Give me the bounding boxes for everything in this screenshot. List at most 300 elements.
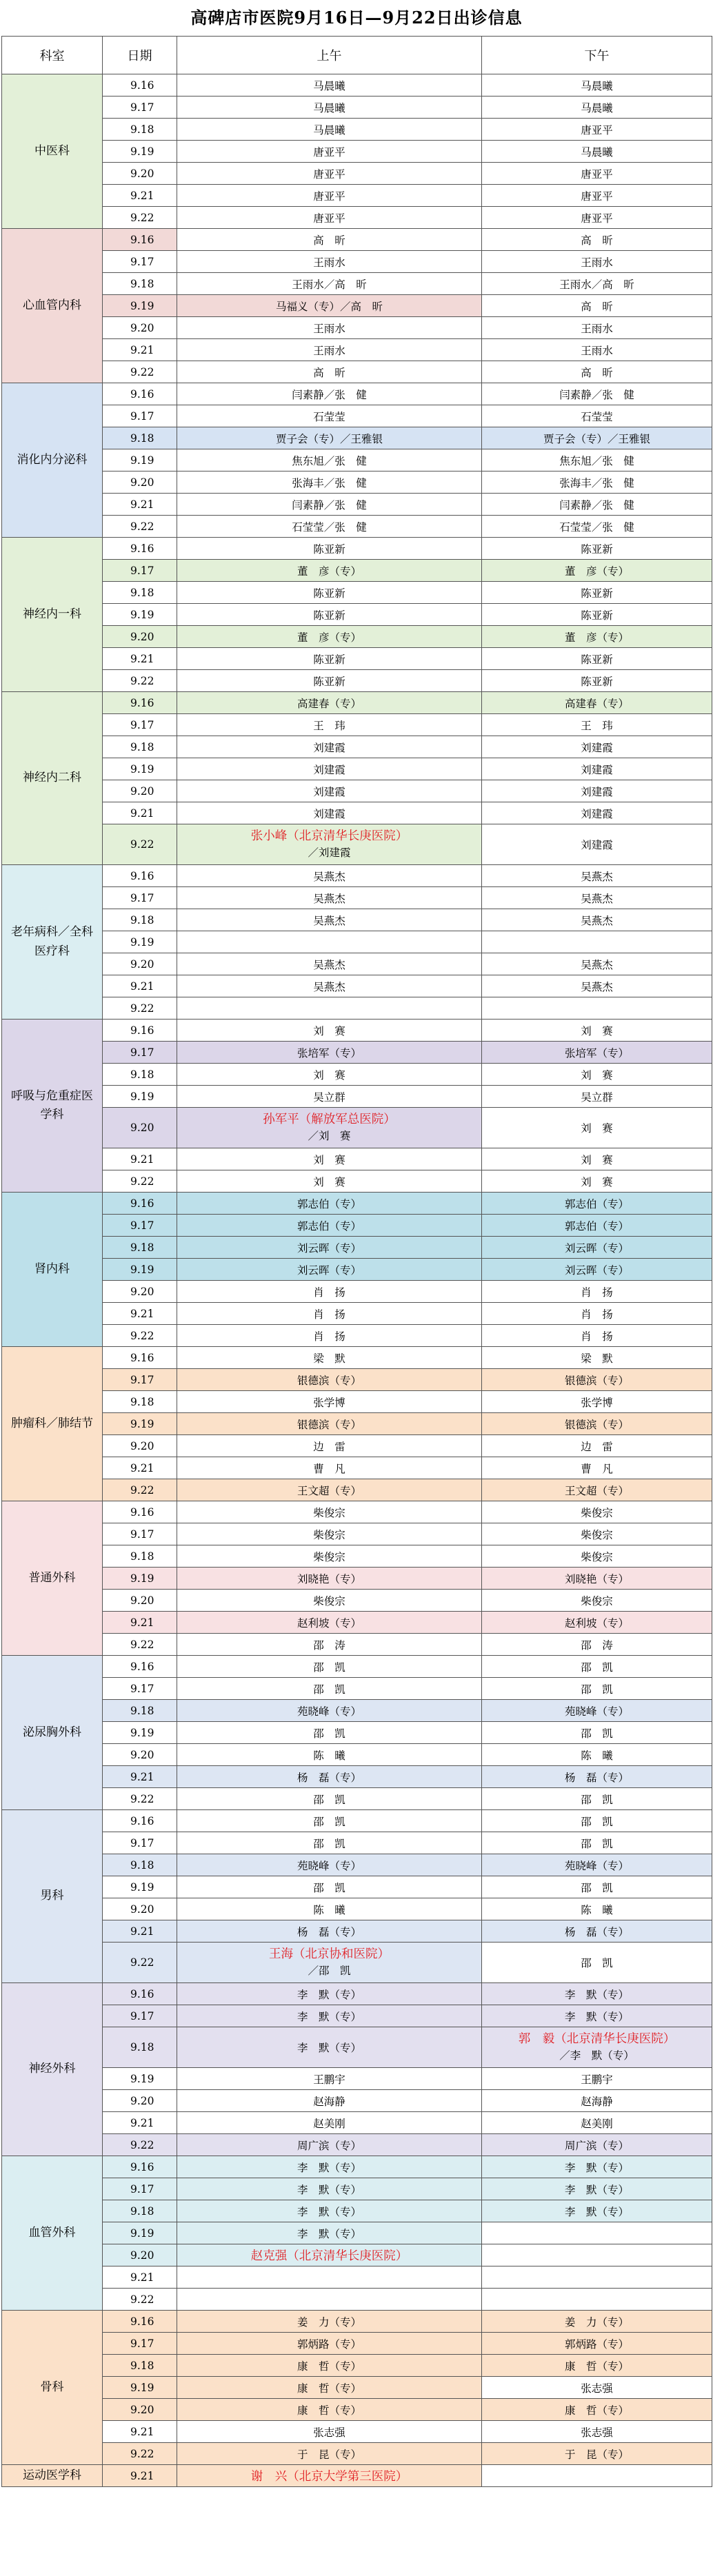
column-header-afternoon: 下午 (482, 37, 712, 74)
afternoon-cell (482, 1457, 712, 1479)
morning-cell (177, 1215, 482, 1237)
afternoon-cell (482, 471, 712, 494)
doctor-name: 吴燕杰 (313, 892, 345, 905)
doctor-name: 马福义（专）／高 昕 (275, 300, 383, 313)
table-row (2, 2090, 712, 2112)
doctor-name: 唐亚平 (581, 212, 613, 225)
morning-cell (177, 1303, 482, 1325)
morning-cell (177, 2355, 482, 2377)
morning-cell (177, 251, 482, 273)
date-cell: 9.17 (103, 1832, 177, 1854)
morning-cell (177, 1722, 482, 1744)
date-cell: 9.16 (103, 1810, 177, 1832)
morning-cell (177, 736, 482, 758)
date-cell: 9.20 (103, 2399, 177, 2421)
morning-cell (177, 317, 482, 339)
doctor-name: 李 默（专） (297, 1988, 361, 2001)
date-cell: 9.21 (103, 494, 177, 516)
table-row (2, 1042, 712, 1064)
schedule-table (1, 36, 712, 2487)
doctor-name: 邵 凯 (313, 1837, 345, 1850)
afternoon-cell (482, 824, 712, 865)
morning-cell (177, 1678, 482, 1700)
morning-cell (177, 1983, 482, 2005)
doctor-name: 王雨水 (581, 256, 613, 269)
morning-cell (177, 1148, 482, 1170)
doctor-name: 吴燕杰 (581, 958, 613, 971)
table-row (2, 1108, 712, 1148)
doctor-name: 邵 凯 (313, 1683, 345, 1696)
doctor-name: 柴俊宗 (313, 1528, 345, 1541)
doctor-name-local: ／邵 凯 (308, 1965, 351, 1978)
date-cell: 9.17 (103, 2005, 177, 2027)
table-row (2, 1479, 712, 1501)
doctor-name: 王雨水／高 昕 (559, 278, 634, 291)
doctor-name: 苑晓峰（专） (564, 1705, 629, 1718)
afternoon-cell (482, 2200, 712, 2222)
morning-cell (177, 2200, 482, 2222)
table-row (2, 1545, 712, 1568)
doctor-name: 刘建霞 (581, 763, 613, 776)
table-row (2, 1788, 712, 1810)
doctor-name: 柴俊宗 (313, 1594, 345, 1608)
morning-cell (177, 1435, 482, 1457)
morning-cell (177, 1347, 482, 1369)
date-cell: 9.21 (103, 648, 177, 670)
morning-cell (177, 824, 482, 865)
morning-cell (177, 2377, 482, 2399)
morning-cell (177, 2289, 482, 2311)
table-row (2, 1634, 712, 1656)
afternoon-cell (482, 2090, 712, 2112)
table-row (2, 1237, 712, 1259)
doctor-name: 董 彦（专） (297, 631, 361, 644)
doctor-name: 杨 磊（专） (564, 1771, 629, 1784)
department-cell: 运动医学科 (2, 2465, 103, 2487)
morning-cell (177, 997, 482, 1020)
date-cell: 9.18 (103, 2027, 177, 2068)
afternoon-cell (482, 2465, 712, 2487)
afternoon-cell (482, 758, 712, 780)
morning-cell (177, 2027, 482, 2068)
doctor-name: 张培军（专） (564, 1046, 629, 1059)
date-cell: 9.19 (103, 2068, 177, 2090)
table-row (2, 582, 712, 604)
morning-cell (177, 2134, 482, 2156)
date-cell: 9.17 (103, 1523, 177, 1545)
doctor-name: 肖 扬 (313, 1330, 345, 1343)
doctor-name: 高 昕 (313, 366, 345, 379)
doctor-name: 吴燕杰 (313, 958, 345, 971)
afternoon-cell (482, 2222, 712, 2244)
afternoon-cell (482, 538, 712, 560)
doctor-name: 苑晓峰（专） (564, 1859, 629, 1872)
date-cell: 9.18 (103, 273, 177, 295)
afternoon-cell (482, 2289, 712, 2311)
date-cell: 9.18 (103, 1064, 177, 1086)
doctor-name: 邵 涛 (581, 1639, 613, 1652)
afternoon-cell (482, 648, 712, 670)
morning-cell (177, 1479, 482, 1501)
morning-cell (177, 229, 482, 251)
table-row (2, 1086, 712, 1108)
afternoon-cell (482, 560, 712, 582)
date-cell: 9.18 (103, 1237, 177, 1259)
table-row (2, 887, 712, 909)
afternoon-cell (482, 317, 712, 339)
table-row (2, 648, 712, 670)
doctor-name: 马晨曦 (581, 101, 613, 114)
table-row (2, 516, 712, 538)
date-cell: 9.19 (103, 1876, 177, 1898)
doctor-name: 邵 凯 (581, 1837, 613, 1850)
doctor-name: 刘 赛 (581, 1024, 613, 1037)
table-row (2, 975, 712, 997)
doctor-name: 康 哲（专） (564, 2404, 629, 2417)
morning-cell (177, 2068, 482, 2090)
date-cell: 9.20 (103, 471, 177, 494)
morning-cell (177, 1810, 482, 1832)
doctor-name: 周广滨（专） (564, 2139, 629, 2152)
afternoon-cell (482, 865, 712, 887)
doctor-name: 高 昕 (581, 300, 613, 313)
doctor-name: 赵利坡（专） (297, 1616, 361, 1630)
doctor-name: 马晨曦 (313, 101, 345, 114)
morning-cell (177, 1656, 482, 1678)
morning-cell (177, 1744, 482, 1766)
morning-cell (177, 1545, 482, 1568)
afternoon-cell (482, 909, 712, 931)
date-cell: 9.20 (103, 1281, 177, 1303)
morning-cell (177, 1612, 482, 1634)
doctor-name: 闫素静／张 健 (292, 498, 367, 511)
date-cell: 9.20 (103, 2244, 177, 2266)
table-row (2, 1325, 712, 1347)
afternoon-cell (482, 1108, 712, 1148)
morning-cell (177, 1170, 482, 1193)
department-cell: 呼吸与危重症医学科 (2, 1020, 103, 1193)
date-cell: 9.17 (103, 1042, 177, 1064)
afternoon-cell (482, 1876, 712, 1898)
table-row (2, 1457, 712, 1479)
doctor-name-local: ／刘建霞 (308, 846, 351, 860)
date-cell: 9.17 (103, 1678, 177, 1700)
department-cell: 泌尿胸外科 (2, 1656, 103, 1810)
doctor-name: 赵美刚 (581, 2117, 613, 2130)
afternoon-cell (482, 207, 712, 229)
date-cell: 9.17 (103, 2178, 177, 2200)
doctor-name: 李 默（专） (564, 2161, 629, 2174)
table-row (2, 273, 712, 295)
doctor-name: 李 默（专） (297, 2042, 361, 2054)
date-cell: 9.17 (103, 1369, 177, 1391)
doctor-name: 郭志伯（专） (297, 1197, 361, 1210)
doctor-name: 吴燕杰 (313, 914, 345, 927)
date-cell: 9.19 (103, 449, 177, 471)
date-cell: 9.22 (103, 2443, 177, 2465)
date-cell: 9.18 (103, 1545, 177, 1568)
afternoon-cell (482, 1170, 712, 1193)
date-cell: 9.17 (103, 2333, 177, 2355)
afternoon-cell (482, 1568, 712, 1590)
doctor-name: 刘建霞 (313, 741, 345, 754)
table-row (2, 229, 712, 251)
date-cell: 9.17 (103, 1215, 177, 1237)
doctor-name: 邵 凯 (313, 1661, 345, 1674)
morning-cell (177, 975, 482, 997)
date-cell: 9.22 (103, 670, 177, 692)
doctor-name: 赵海静 (581, 2095, 613, 2108)
date-cell: 9.16 (103, 538, 177, 560)
department-cell: 心血管内科 (2, 229, 103, 383)
doctor-name: 陈 曦 (313, 1903, 345, 1916)
doctor-name: 肖 扬 (581, 1308, 613, 1321)
doctor-name: 郭志伯（专） (564, 1197, 629, 1210)
morning-cell (177, 1391, 482, 1413)
morning-cell (177, 865, 482, 887)
doctor-name: 王鹏宇 (313, 2073, 345, 2086)
doctor-name: 王雨水 (313, 344, 345, 357)
afternoon-cell (482, 1722, 712, 1744)
doctor-name: 刘 赛 (313, 1153, 345, 1166)
table-row (2, 2333, 712, 2355)
date-cell: 9.19 (103, 1259, 177, 1281)
doctor-name: 邵 凯 (581, 1815, 613, 1828)
afternoon-cell (482, 361, 712, 383)
afternoon-cell (482, 2112, 712, 2134)
table-row (2, 1700, 712, 1722)
morning-cell (177, 1042, 482, 1064)
doctor-name: 张学博 (581, 1396, 613, 1409)
afternoon-cell (482, 736, 712, 758)
doctor-name: 石莹莹／张 健 (559, 520, 634, 534)
morning-cell (177, 953, 482, 975)
doctor-name: 曹 凡 (581, 1462, 613, 1475)
date-cell: 9.19 (103, 295, 177, 317)
afternoon-cell (482, 582, 712, 604)
date-cell: 9.18 (103, 1700, 177, 1722)
doctor-name: 邵 凯 (581, 1727, 613, 1740)
table-row (2, 449, 712, 471)
doctor-name: 李 默（专） (564, 2010, 629, 2023)
morning-cell (177, 2399, 482, 2421)
table-row (2, 1303, 712, 1325)
morning-cell (177, 1788, 482, 1810)
doctor-name: 高建春（专） (297, 697, 361, 710)
morning-cell (177, 2090, 482, 2112)
afternoon-cell (482, 339, 712, 361)
morning-cell (177, 1920, 482, 1943)
table-row (2, 997, 712, 1020)
morning-cell (177, 670, 482, 692)
date-cell: 9.17 (103, 714, 177, 736)
table-row (2, 471, 712, 494)
morning-cell (177, 97, 482, 119)
doctor-name: 郭志伯（专） (297, 1219, 361, 1233)
doctor-name: 陈亚新 (313, 653, 345, 666)
doctor-name: 刘建霞 (313, 785, 345, 798)
doctor-name: 李 默（专） (297, 2183, 361, 2196)
afternoon-cell (482, 1898, 712, 1920)
morning-cell (177, 780, 482, 802)
doctor-name: 刘晓艳（专） (297, 1572, 361, 1585)
date-cell: 9.21 (103, 2112, 177, 2134)
doctor-name: 张志强 (581, 2382, 613, 2395)
table-row (2, 2244, 712, 2266)
table-row (2, 1391, 712, 1413)
doctor-name: 银德滨（专） (297, 1374, 361, 1387)
doctor-name: 吴燕杰 (313, 980, 345, 993)
doctor-name: 陈 曦 (313, 1749, 345, 1762)
afternoon-cell (482, 295, 712, 317)
date-cell: 9.18 (103, 119, 177, 141)
morning-cell (177, 604, 482, 626)
afternoon-cell (482, 383, 712, 405)
doctor-name: 陈亚新 (581, 653, 613, 666)
doctor-name: 邵 凯 (313, 1727, 345, 1740)
doctor-name: 唐亚平 (581, 168, 613, 181)
doctor-name: 李 默（专） (564, 2183, 629, 2196)
afternoon-cell (482, 516, 712, 538)
afternoon-cell (482, 1020, 712, 1042)
afternoon-cell (482, 1854, 712, 1876)
doctor-name: 刘 赛 (581, 1068, 613, 1082)
doctor-name: 刘建霞 (313, 763, 345, 776)
morning-cell (177, 2333, 482, 2355)
doctor-name: 赵克强（北京清华长庚医院） (250, 2249, 408, 2263)
doctor-name: 张海丰／张 健 (292, 476, 367, 489)
morning-cell (177, 1766, 482, 1788)
date-cell: 9.18 (103, 1854, 177, 1876)
date-cell: 9.17 (103, 97, 177, 119)
table-row (2, 714, 712, 736)
doctor-name: 陈亚新 (581, 675, 613, 688)
afternoon-cell (482, 1325, 712, 1347)
doctor-name: 王 玮 (581, 719, 613, 732)
doctor-name: 唐亚平 (581, 123, 613, 136)
doctor-name: 杨 磊（专） (564, 1925, 629, 1938)
date-cell: 9.19 (103, 758, 177, 780)
afternoon-cell (482, 2355, 712, 2377)
column-header-department: 科室 (2, 37, 103, 74)
date-cell: 9.16 (103, 2311, 177, 2333)
doctor-name: 董 彦（专） (564, 565, 629, 578)
department-cell: 男科 (2, 1810, 103, 1983)
afternoon-cell (482, 1347, 712, 1369)
date-cell: 9.20 (103, 163, 177, 185)
table-row (2, 2465, 712, 2487)
date-cell: 9.21 (103, 1766, 177, 1788)
afternoon-cell (482, 1612, 712, 1634)
date-cell: 9.21 (103, 185, 177, 207)
morning-cell (177, 692, 482, 714)
morning-cell (177, 339, 482, 361)
morning-cell (177, 1259, 482, 1281)
date-cell: 9.22 (103, 997, 177, 1020)
doctor-name: 唐亚平 (313, 168, 345, 181)
morning-cell (177, 1832, 482, 1854)
doctor-name-visiting: 孙军平（解放军总医院） (263, 1113, 396, 1127)
doctor-name: 陈亚新 (581, 609, 613, 622)
afternoon-cell (482, 1193, 712, 1215)
doctor-name: 肖 扬 (313, 1308, 345, 1321)
table-row (2, 2005, 712, 2027)
morning-cell (177, 2244, 482, 2266)
morning-cell (177, 1108, 482, 1148)
table-row (2, 163, 712, 185)
date-cell: 9.22 (103, 824, 177, 865)
afternoon-cell (482, 1391, 712, 1413)
doctor-name: 李 默（专） (297, 2161, 361, 2174)
table-row (2, 1876, 712, 1898)
table-row (2, 1656, 712, 1678)
date-cell: 9.20 (103, 317, 177, 339)
doctor-name: 王雨水 (313, 322, 345, 335)
morning-cell (177, 1898, 482, 1920)
date-cell: 9.22 (103, 1788, 177, 1810)
morning-cell (177, 560, 482, 582)
doctor-name: 柴俊宗 (581, 1550, 613, 1563)
afternoon-cell (482, 1064, 712, 1086)
afternoon-cell (482, 1634, 712, 1656)
date-cell: 9.16 (103, 1983, 177, 2005)
doctor-name: 银德滨（专） (297, 1418, 361, 1431)
afternoon-cell (482, 251, 712, 273)
doctor-name: 闫素静／张 健 (292, 388, 367, 401)
doctor-name: 梁 默 (313, 1352, 345, 1365)
date-cell: 9.16 (103, 229, 177, 251)
doctor-name: 王雨水／高 昕 (292, 278, 367, 291)
table-row (2, 1501, 712, 1523)
doctor-name: 邵 凯 (313, 1815, 345, 1828)
table-row (2, 2421, 712, 2443)
table-row (2, 2178, 712, 2200)
doctor-name: 柴俊宗 (313, 1506, 345, 1519)
afternoon-cell (482, 2266, 712, 2289)
date-cell: 9.16 (103, 865, 177, 887)
afternoon-cell (482, 2421, 712, 2443)
afternoon-cell (482, 2027, 712, 2068)
date-cell: 9.17 (103, 560, 177, 582)
morning-cell (177, 2465, 482, 2487)
doctor-name: 肖 扬 (581, 1330, 613, 1343)
morning-cell (177, 405, 482, 427)
table-row (2, 1744, 712, 1766)
date-cell: 9.19 (103, 2222, 177, 2244)
afternoon-cell (482, 141, 712, 163)
date-cell: 9.17 (103, 251, 177, 273)
morning-cell (177, 1369, 482, 1391)
table-row (2, 1215, 712, 1237)
doctor-name: 马晨曦 (313, 79, 345, 92)
afternoon-cell (482, 1766, 712, 1788)
table-row (2, 494, 712, 516)
department-cell: 神经内一科 (2, 538, 103, 692)
afternoon-cell (482, 2399, 712, 2421)
date-cell: 9.20 (103, 1435, 177, 1457)
afternoon-cell (482, 2178, 712, 2200)
afternoon-cell (482, 2005, 712, 2027)
doctor-name: 陈亚新 (313, 609, 345, 622)
table-row (2, 1766, 712, 1788)
date-cell: 9.16 (103, 1193, 177, 1215)
doctor-name: 邵 凯 (581, 1683, 613, 1696)
doctor-name: 吴燕杰 (581, 892, 613, 905)
morning-cell (177, 1700, 482, 1722)
morning-cell (177, 648, 482, 670)
table-row (2, 427, 712, 449)
table-row (2, 317, 712, 339)
